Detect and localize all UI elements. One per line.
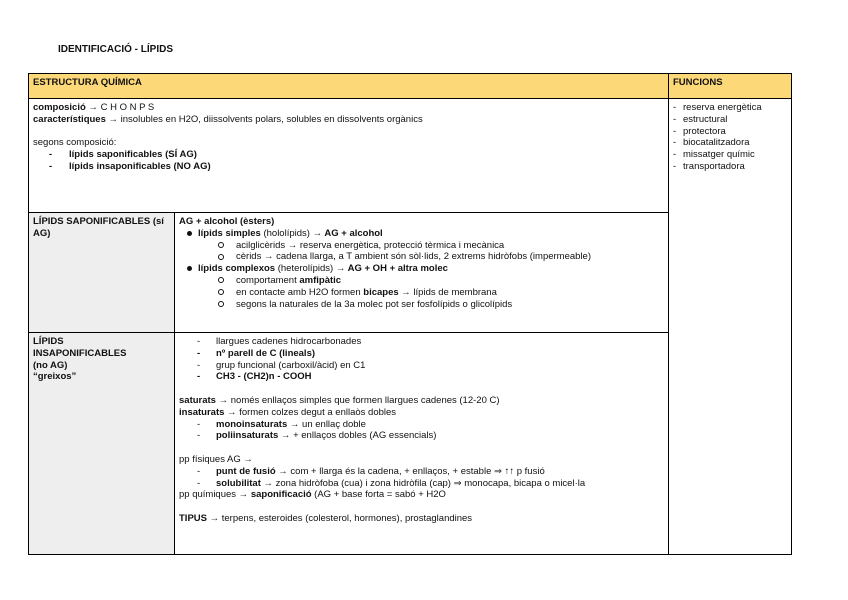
feature-item: - llargues cadenes hidrocarbonades [197,336,362,347]
structure-header: ESTRUCTURA QUÍMICA [29,74,669,99]
characteristics-label: característiques [33,113,106,125]
simple-item: acilglicèrids → reserva energètica, protecció tèrmica i mecànica [179,240,664,252]
function-item: - reserva energètica [673,102,762,113]
insaponifiable-cell [175,333,669,555]
complex-item: en contacte amb H2O formen bicapes → lípids de membrana [179,287,664,299]
characteristics-value: → insolubles en H2O, diissolvents polars, solubles en dissolvents orgànics [105,113,423,125]
intro-row [29,99,792,213]
feature-item: - nº parell de C (lineals) [197,347,316,359]
page-title: IDENTIFICACIÓ - LÍPIDS [58,44,173,55]
type-item: - lípids insaponificables (NO AG) [49,160,211,172]
chemical-line: pp químiques → saponificació (AG + base forta = sabó + H2O [179,489,446,501]
function-item: - estructural [673,113,728,125]
ester-line: AG + alcohol (èsters) [179,216,275,227]
complex-item: comportament amfipàtic [179,275,664,287]
function-item: - missatger químic [673,149,755,161]
mono-item: - monoinsaturats → un enllaç doble [197,418,366,430]
type-item: - lípids saponificables (SÍ AG) [49,149,197,161]
complex-item: segons la naturales de la 3a molec pot ser fosfolípids o glicolípids [179,299,664,311]
solubility-item: - solubilitat → zona hidròfoba (cua) i zona hidròfila (cap) ⇒ monocapa, bicapa o micel·la [197,477,586,489]
function-item: - biocatalitzadora [673,137,750,149]
feature-item: - grup funcional (carboxil/àcid) en C1 [197,359,366,371]
header-row [29,74,792,99]
function-item: - protectora [673,125,726,137]
intro-cell [29,99,669,213]
simple-lipids: lípids simples (hololípids) → AG + alcohol [179,228,664,240]
by-composition: segons composició: [33,137,117,149]
physical-line: pp físiques AG → [179,453,253,465]
functions-cell [669,99,792,555]
poli-item: - poliinsaturats → + enllaços dobles (AG essencials) [197,430,437,442]
saturated-line: saturats → només enllaços simples que formen llargues cadenes (12-20 C) [179,394,500,406]
unsaturated-line: insaturats → formen colzes degut a enllaòs dobles [179,406,397,418]
insaponifiable-label: LÍPIDS INSAPONIFICABLES (no AG) “greixos” [29,333,175,555]
complex-lipids: lípids complexos (heterolípids) → AG + OH + altra molec [179,263,664,275]
saponifiable-label: LÍPIDS SAPONIFICABLES (sí AG) [29,213,175,333]
simple-item: cèrids → cadena llarga, a T ambient són sòl·lids, 2 extrems hidròfobs (impermeable) [179,251,664,263]
saponifiable-cell [175,213,669,333]
composition-label: composició [33,102,86,113]
composition-value: → C H O N P S [85,102,155,113]
types-line: TIPUS → terpens, esteroides (colesterol, hormones), prostaglandines [179,512,473,524]
lipids-table [28,73,792,555]
fusion-item: - punt de fusió → com + llarga és la cadena, + enllaços, + estable ⇒ ↑↑ p fusió [197,465,545,477]
function-item: - transportadora [673,160,745,172]
functions-header: FUNCIONS [669,74,792,99]
feature-item: - CH3 - (CH2)n - COOH [197,371,312,383]
